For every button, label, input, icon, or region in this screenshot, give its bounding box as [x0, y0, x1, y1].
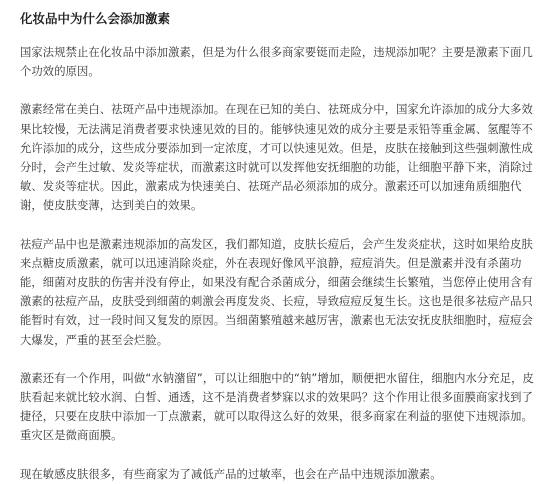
paragraph-water-retention: 激素还有一个作用，叫做“水钠潴留”，可以让细胞中的“钠”增加，顺便把水留住，细胞内水分充足，皮肤看起来就比较水润、白皙、通透，这不是消费者梦寐以求的效果吗？这个作用让很多面膜商家找到了捷径，只要在皮肤中添加一丁点激素，就可以取得这么好的效果，很多商家在利益的驱使下违规添加。重灾区是微商面膜。 — [20, 371, 534, 443]
paragraph-sensitive-skin: 现在敏感皮肤很多，有些商家为了减低产品的过敏率，也会在产品中违规添加激素。 — [20, 467, 442, 481]
paragraph-whitening: 激素经常在美白、祛斑产品中违规添加。在现在已知的美白、祛斑成分中，国家允许添加的成分大多效果比较慢，无法满足消费者要求快速见效的目的。能够快速见效的成分主要是汞铅等重金属、氢醌等不允许添加的成分，这些成分要添加到一定浓度，才可以快速见效。但是，皮肤在接触到这些强刺激性成分时，会产生过敏、发炎等症状，而激素这时就可以发挥他安抚细胞的功能，让细胞平静下来，消除过敏、发炎等症状。因此，激素成为快速美白、祛斑产品必须添加的成分。激素还可以加速角质细胞代谢，使皮肤变薄，达到美白的效果。 — [20, 103, 533, 213]
paragraph-acne: 祛痘产品中也是激素违规添加的高发区，我们都知道，皮肤长痘后，会产生发炎症状，这时如果给皮肤来点糖皮质激素，就可以迅速消除炎症，外在表现好像风平浪静，痘痘消失。但是激素并没有杀菌功能，细菌对皮肤的伤害并没有停止，如果没有配合杀菌成分，细菌会继续生长繁殖，当您停止使用含有激素的祛痘产品，皮肤受到细菌的刺激会再度发炎、长痘，导致痘痘反复生长。这也是很多祛痘产品只能暂时有效，过一段时间又复发的原因。当细菌繁殖越来越厉害，激素也无法安抚皮肤细胞时，痘痘会大爆发，严重的甚至会烂脸。 — [20, 237, 533, 347]
article — [20, 10, 536, 484]
paragraph-intro: 国家法规禁止在化妆品中添加激素，但是为什么很多商家要铤而走险，违规添加呢？主要是激素下面几个功效的原因。 — [20, 46, 533, 79]
article-title: 化妆品中为什么会添加激素 — [20, 11, 171, 26]
